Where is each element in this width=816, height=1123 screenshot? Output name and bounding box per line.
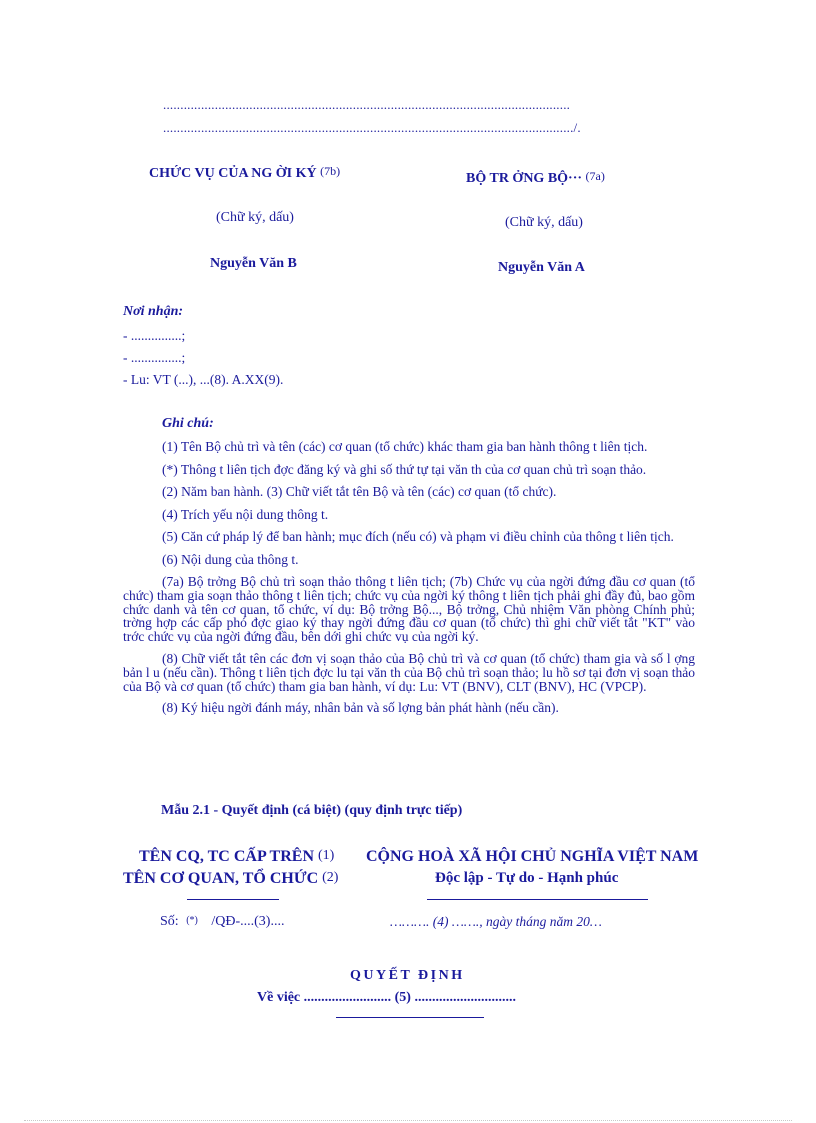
note-paragraph: (4) Trích yếu nội dung thông t. (162, 506, 329, 522)
note-paragraph: (7a) Bộ trởng Bộ chủ trì soạn thảo thông t liên tịch; (7b) Chức vụ của ngời đứng đầu cơ quan (tổ chức) tham gia soạn thảo thông t liên tịch; chức vụ của ngời ký thông t liên tịch phải ghi đầy đủ, bao gồm chức danh và tên cơ quan, tổ chức, ví dụ: Bộ trởng Bộ..., Bộ trởng, Chủ nhiệm Văn phòng Chính phủ; trờng hợp các cấp phó đợc giao ký thay ngời đứng đầu cơ quan (tổ chức) thì ghi chữ viết tắt "KT" vào trớc chức vụ của ngời đứng đầu, bên dới ghi chức vụ của ngời ký. (123, 574, 695, 645)
template-title: Mẫu 2.1 - Quyết định (cá biệt) (quy định trực tiếp) (161, 803, 463, 818)
right-signer-name: Nguyễn Văn A (498, 260, 585, 275)
notes-body (123, 440, 695, 716)
right-sign-hint: (Chữ ký, dấu) (505, 215, 583, 230)
decision-subject: Về việc ......................... (5) ............................. (257, 990, 516, 1005)
dotted-line-1: ...................................................................................................................... (163, 97, 571, 112)
note-paragraph: (8) Chữ viết tắt tên các đơn vị soạn thảo của Bộ chủ trì và cơ quan (tổ chức) tham gia và số l ợng bản l u (nếu cần). Thông t liên tịch đợc lu tại văn th của Bộ chủ trì soạn thảo; lu hồ sơ tại đơn vị soạn thảo của Bộ và cơ quan (tổ chức) tham gia ban hành, ví dụ: Lu: VT (BNV), CLT (BNV), HC (VPCP). (123, 650, 695, 694)
recipient-item: - ...............; (123, 328, 186, 343)
recipient-item: - ...............; (123, 350, 186, 365)
issuing-authority: TÊN CQ, TC CẤP TRÊN (1) (139, 848, 335, 865)
right-signer-title: BỘ TR ỞNG BỘ··· (7a) (466, 169, 605, 186)
note-paragraph: (6) Nội dung của thông t. (162, 551, 299, 567)
note-paragraph: (8) Ký hiệu ngời đánh máy, nhân bản và số lợng bản phát hành (nếu cần). (162, 700, 559, 716)
note-paragraph: (5) Căn cứ pháp lý để ban hành; mục đích (nếu có) và phạm vi điều chỉnh của thông t liên tịch. (162, 529, 674, 544)
recipients-heading: Nơi nhận: (123, 304, 184, 319)
left-signer-title: CHỨC VỤ CỦA NG ỜI KÝ (7b) (149, 164, 341, 181)
note-paragraph: (*) Thông t liên tịch đợc đăng ký và ghi số thứ tự tại văn th của cơ quan chủ trì soạn thảo. (162, 461, 647, 477)
note-paragraph: (1) Tên Bộ chủ trì và tên (các) cơ quan (tổ chức) khác tham gia ban hành thông t liên tịch. (162, 439, 648, 454)
document-number: Số: (*) /QĐ-....(3).... (160, 914, 285, 929)
left-underline (187, 899, 279, 900)
right-underline (427, 899, 648, 900)
dotted-line-2: ......................................................................................................................./. (163, 120, 581, 135)
note-paragraph: (2) Năm ban hành. (3) Chữ viết tắt tên Bộ và tên (các) cơ quan (tổ chức). (162, 484, 557, 499)
issuing-organization: TÊN CƠ QUAN, TỔ CHỨC (2) (123, 870, 339, 887)
decision-underline (336, 1017, 484, 1018)
page-bottom-border (24, 1120, 792, 1121)
recipient-item: - Lu: VT (...), ...(8). A.XX(9). (123, 372, 284, 387)
notes-heading: Ghi chú: (162, 416, 214, 431)
country-motto: Độc lập - Tự do - Hạnh phúc (435, 870, 619, 886)
decision-title: QUYẾT ĐỊNH (350, 968, 465, 983)
left-signer-name: Nguyễn Văn B (210, 256, 297, 271)
country-name: CỘNG HOÀ XÃ HỘI CHỦ NGHĨA VIỆT NAM (366, 848, 699, 865)
place-date: ………. (4) ……., ngày tháng năm 20… (390, 914, 602, 929)
left-sign-hint: (Chữ ký, dấu) (216, 210, 294, 225)
